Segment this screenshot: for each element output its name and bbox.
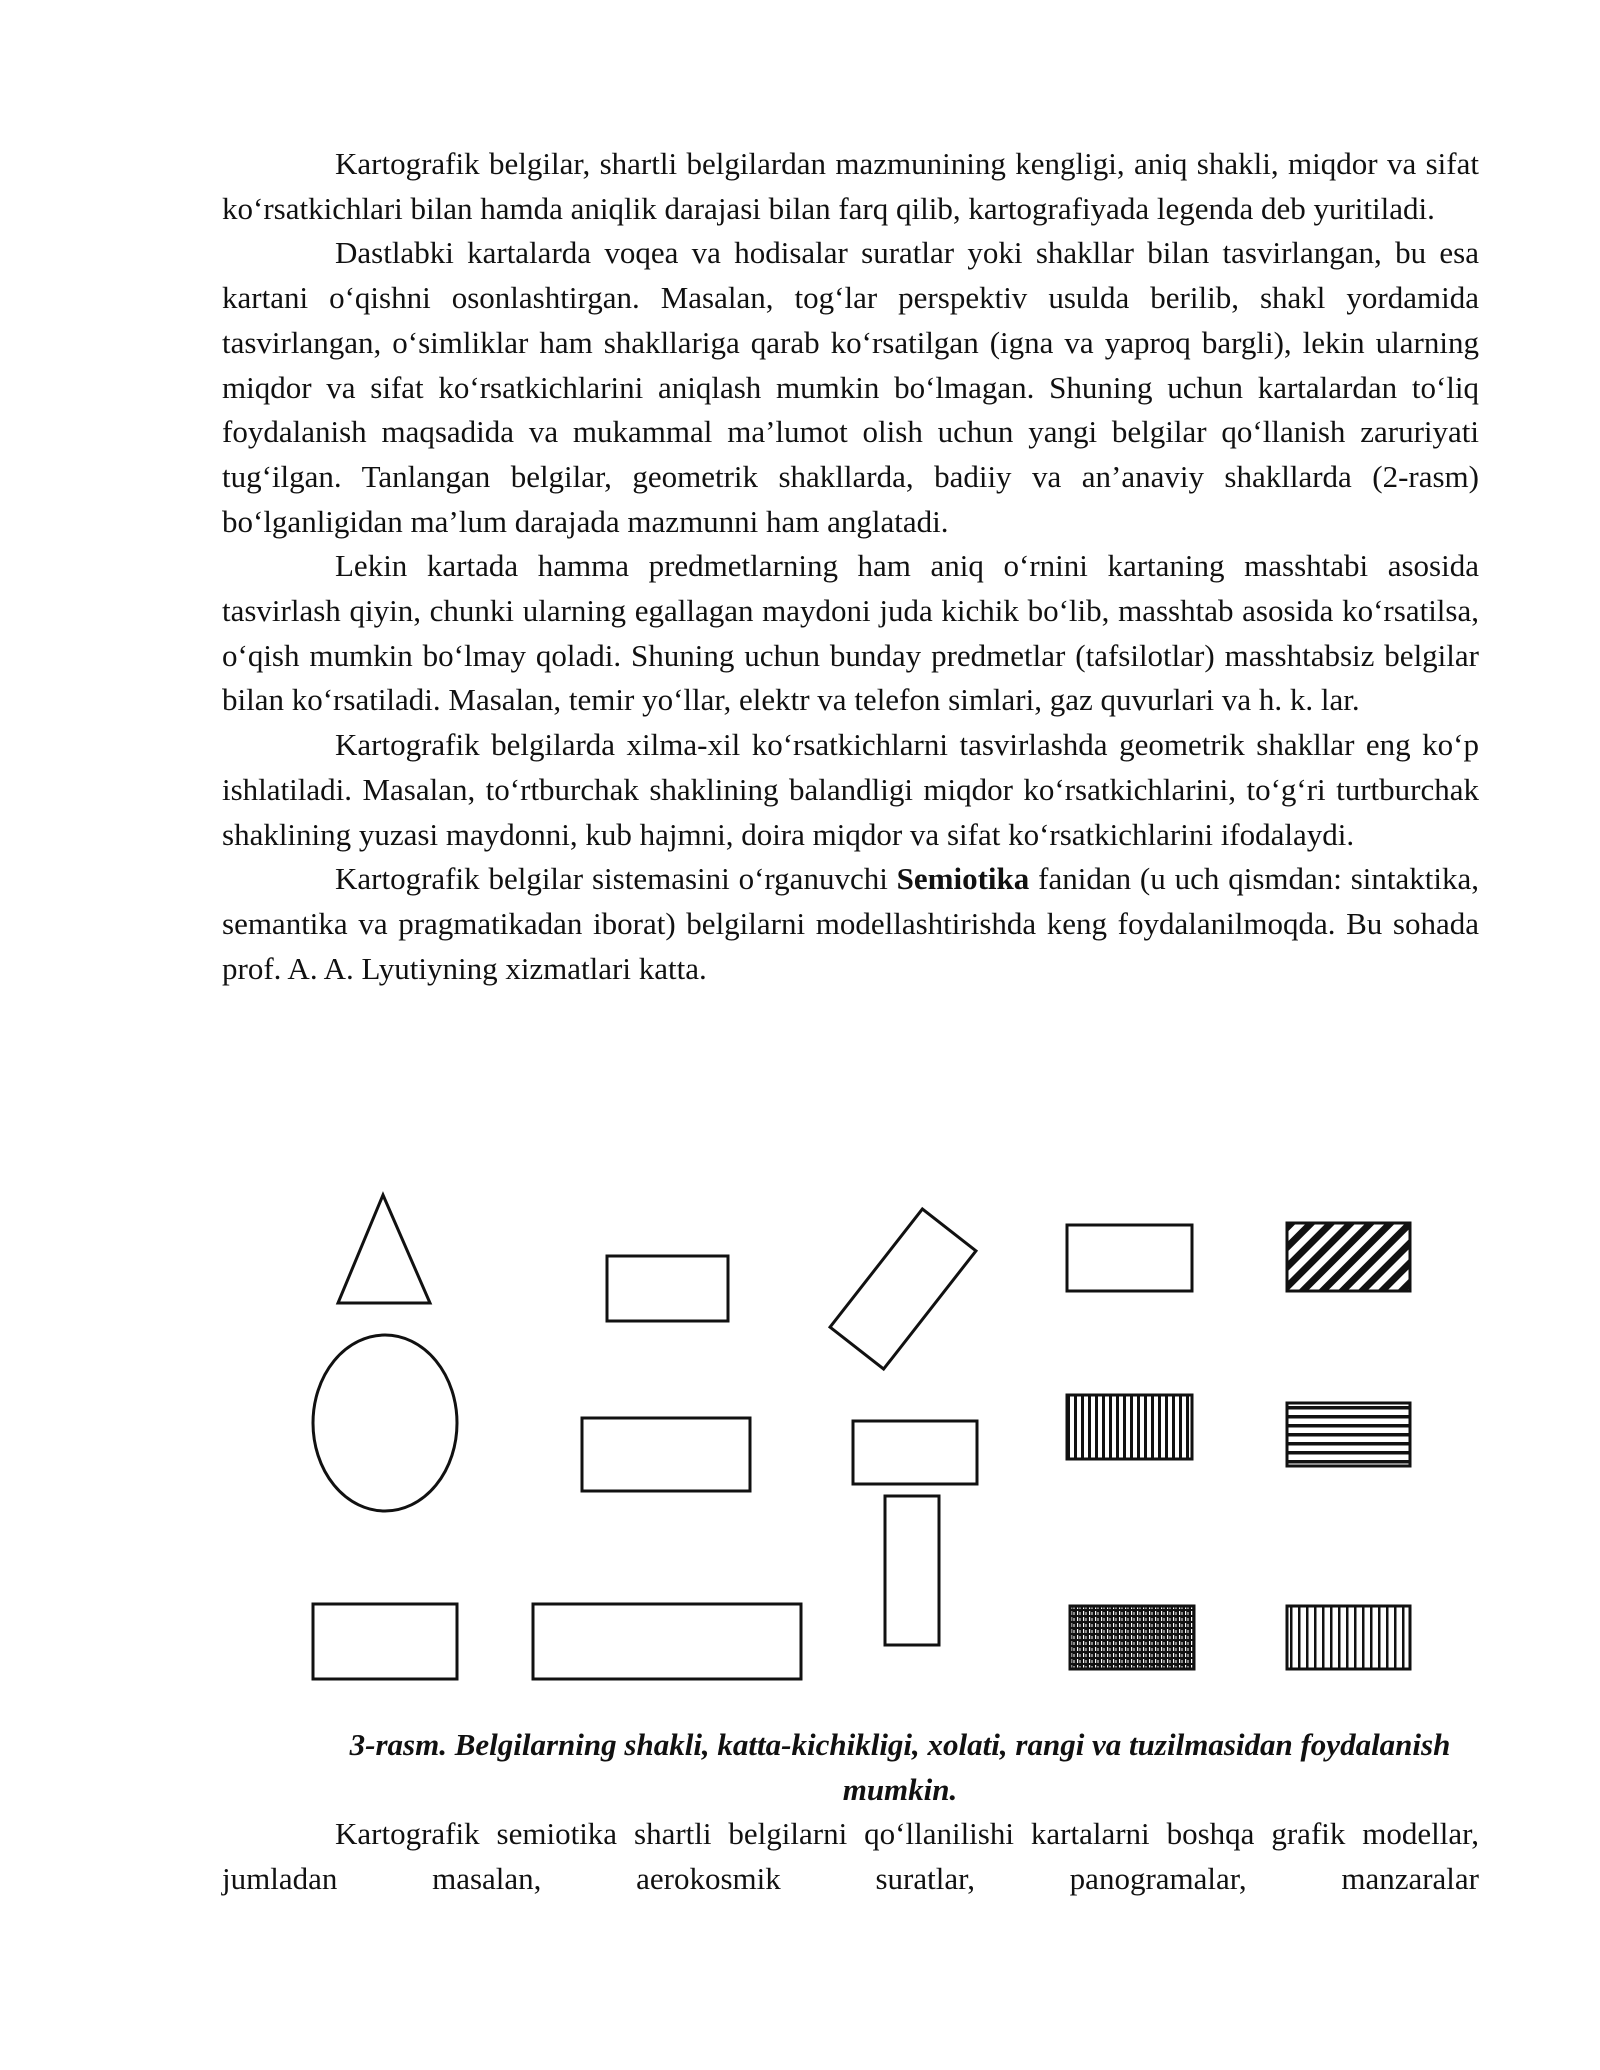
ellipse-symbol: [313, 1335, 457, 1511]
paragraph-5-start: Kartografik belgilar sistemasini o‘rganuvchi: [335, 861, 897, 897]
paragraph-3: Lekin kartada hamma predmetlarning ham aniq o‘rnini kartaning masshtabi asosida tasvirlash qiyin, chunki ularning egallagan maydoni juda kichik bo‘lib, masshtab asosida ko‘rsatilsa, o‘qish mumkin bo‘lmay qoladi. Shuning uchun bunday predmetlar (tafsilotlar) masshtabsiz belgilar bilan ko‘rsatiladi. Masalan, temir yo‘llar, elektr va telefon simlari, gaz quvurlari va h. k. lar.: [222, 548, 1479, 718]
body-text-continued: [222, 1812, 1479, 1901]
paragraph-6: Kartografik semiotika shartli belgilarni qo‘llanilishi kartalarni boshqa grafik modellar, jumladan masalan, aerokosmik suratlar, panogramalar, manzaralar: [222, 1816, 1479, 1896]
fine-vertical-hatched-symbol: [1287, 1606, 1410, 1669]
paragraph-4: Kartografik belgilarda xilma-xil ko‘rsatkichlarni tasvirlashda geometrik shakllar eng ko‘p ishlatiladi. Masalan, to‘rtburchak shaklining balandligi miqdor ko‘rsatkichlarini, to‘g‘ri turtburchak shaklining yuzasi maydonni, kub hajmni, doira miqdor va sifat ko‘rsatkichlarini ifodalaydi.: [222, 727, 1479, 852]
triangle-symbol: [338, 1195, 430, 1303]
body-text: [222, 142, 1479, 991]
rectangle-outline-symbol: [1067, 1225, 1192, 1291]
semiotika-term: Semiotika: [896, 861, 1030, 897]
rectangle-bottom-symbol: [313, 1604, 457, 1679]
dense-hatched-symbol: [1070, 1606, 1194, 1669]
diagonal-hatched-symbol: [1287, 1223, 1410, 1291]
figure-symbols: [290, 1190, 1450, 1700]
rectangle-long-symbol: [533, 1604, 801, 1679]
rectangle-tall-symbol: [885, 1496, 939, 1645]
rectangle-small-symbol: [607, 1256, 728, 1321]
paragraph-5: [222, 857, 1479, 991]
rectangle-wide-symbol: [853, 1421, 977, 1484]
paragraph-5-end: fanidan (u uch qismdan: sintaktika, semantika va pragmatikadan iborat) belgilarni modellashtirishda keng foydalanilmoqda. Bu sohada prof. A. A. Lyutiyning xizmatlari katta.: [222, 861, 1479, 986]
paragraph-1: Kartografik belgilar, shartli belgilardan mazmunining kengligi, aniq shakli, miqdor va sifat ko‘rsatkichlari bilan hamda aniqlik darajasi bilan farq qilib, kartografiyada legenda deb yuritiladi.: [222, 146, 1479, 226]
paragraph-2: Dastlabki kartalarda voqea va hodisalar suratlar yoki shakllar bilan tasvirlangan, bu esa kartani o‘qishni osonlashtirgan. Masalan, tog‘lar perspektiv usulda berilib, shakl yordamida tasvirlangan, o‘simliklar ham shakllariga qarab ko‘rsatilgan (igna va yaproq bargli), lekin ularning miqdor va sifat ko‘rsatkichlarini aniqlash mumkin bo‘lmagan. Shuning uchun kartalardan to‘liq foydalanish maqsadida va mukammal ma’lumot olish uchun yangi belgilar qo‘llanish zaruriyati tug‘ilgan. Tanlangan belgilar, geometrik shakllarda, badiiy va an’anaviy shakllarda (2-rasm) bo‘lganligidan ma’lum darajada mazmunni ham anglatadi.: [222, 235, 1479, 539]
vertical-hatched-symbol: [1067, 1395, 1192, 1459]
horizontal-hatched-symbol: [1287, 1403, 1410, 1466]
symbols-figure: [290, 1190, 1450, 1700]
rectangle-medium-symbol: [582, 1418, 750, 1491]
figure-caption: 3-rasm. Belgilarning shakli, katta-kichikligi, xolati, rangi va tuzilmasidan foydalanish mumkin.: [349, 1727, 1451, 1807]
tilted-rectangle-symbol: [830, 1209, 976, 1369]
